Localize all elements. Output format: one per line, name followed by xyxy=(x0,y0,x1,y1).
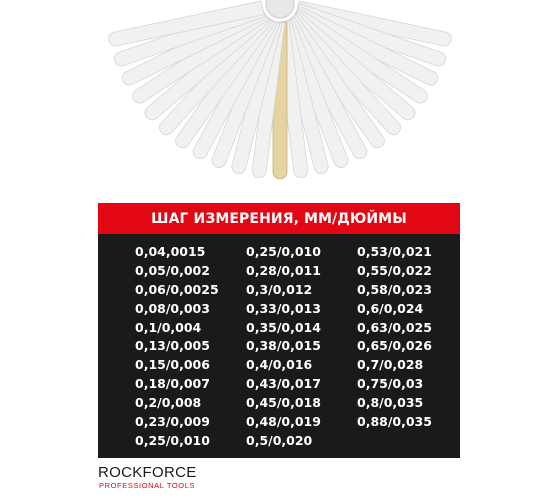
table-cell: 0,33/0,013 xyxy=(246,300,321,316)
table-cell: 0,15/0,006 xyxy=(135,357,210,373)
table-cell: 0,25/0,010 xyxy=(135,432,210,448)
pivot-screw xyxy=(266,0,294,18)
measurement-step-title: ШАГ ИЗМЕРЕНИЯ, ММ/ДЮЙМЫ xyxy=(151,210,407,227)
table-cell: 0,06/0,0025 xyxy=(135,281,219,297)
table-cell: 0,1/0,004 xyxy=(135,319,202,335)
table-cell: 0,3/0,012 xyxy=(246,281,313,297)
measurement-table xyxy=(98,234,460,458)
feeler-gauge-fan-illustration xyxy=(0,0,560,200)
feeler-gauge-photo xyxy=(0,0,560,200)
table-cell: 0,48/0,019 xyxy=(246,414,321,430)
table-cell: 0,75/0,03 xyxy=(357,376,424,392)
table-cell: 0,8/0,035 xyxy=(357,395,424,411)
table-cell: 0,65/0,026 xyxy=(357,338,432,354)
rockforce-logo xyxy=(98,464,298,500)
table-cell: 0,13/0,005 xyxy=(135,338,210,354)
table-column-1 xyxy=(135,243,255,451)
table-column-3 xyxy=(357,243,477,432)
table-cell: 0,7/0,028 xyxy=(357,357,424,373)
table-cell: 0,18/0,007 xyxy=(135,376,210,392)
table-cell: 0,5/0,020 xyxy=(246,432,313,448)
table-cell: 0,45/0,018 xyxy=(246,395,321,411)
table-cell: 0,63/0,025 xyxy=(357,319,432,335)
table-cell: 0,53/0,021 xyxy=(357,244,432,259)
table-cell: 0,55/0,022 xyxy=(357,262,432,278)
table-cell: 0,4/0,016 xyxy=(246,357,313,373)
table-cell: 0,43/0,017 xyxy=(246,376,321,392)
table-cell: 0,08/0,003 xyxy=(135,300,210,316)
table-cell: 0,35/0,014 xyxy=(246,319,321,335)
table-cell: 0,2/0,008 xyxy=(135,395,202,411)
table-cell: 0,05/0,002 xyxy=(135,262,210,278)
logo-tagline: PROFESSIONAL TOOLS xyxy=(99,481,196,490)
table-cell: 0,88/0,035 xyxy=(357,414,432,430)
measurement-step-header xyxy=(98,203,460,234)
table-cell: 0,25/0,010 xyxy=(246,244,321,259)
table-cell: 0,28/0,011 xyxy=(246,262,321,278)
logo-brand-name: ROCKFORCE xyxy=(98,464,197,481)
table-column-2 xyxy=(246,243,366,451)
table-cell: 0,04,0015 xyxy=(135,244,206,259)
table-cell: 0,38/0,015 xyxy=(246,338,321,354)
table-cell: 0,6/0,024 xyxy=(357,300,424,316)
table-cell: 0,58/0,023 xyxy=(357,281,432,297)
table-cell: 0,23/0,009 xyxy=(135,414,210,430)
